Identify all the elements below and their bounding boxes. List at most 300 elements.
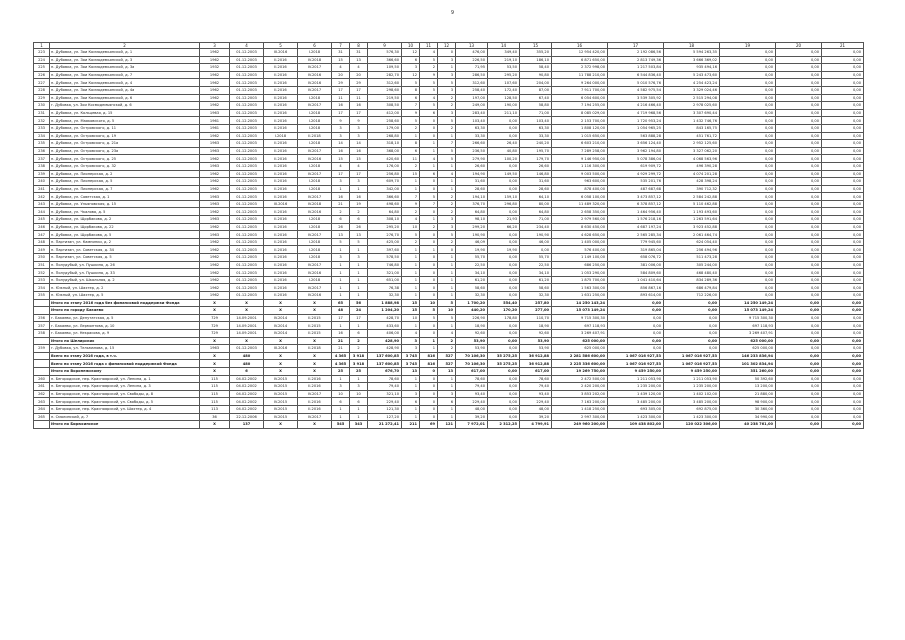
table-cell: 686 479,84 [664, 284, 720, 292]
table-cell: 0,00 [664, 314, 720, 322]
table-cell: 498,60 [368, 200, 402, 208]
table-cell: 0,00 [822, 94, 864, 102]
table-cell: 6 [350, 329, 368, 337]
table-cell: 01.12.2003 [230, 185, 264, 193]
table-cell: 2 [402, 124, 420, 132]
table-cell: 26 [332, 223, 350, 231]
table-cell: 1 235 200,00 [608, 383, 664, 391]
table-cell: 1962 [200, 79, 230, 87]
table-cell: IV.2017 [298, 413, 332, 421]
table-cell: X [264, 307, 298, 315]
address-cell: Всего по этапу 2016 года с финансовой поддержкой Фонда [50, 360, 200, 368]
address-cell: п. Дубовка, ул. Щорбакова, д. 22 [50, 223, 200, 231]
table-row [34, 79, 864, 87]
table-cell: 22,50 [520, 261, 552, 269]
table-cell: IV.2017 [298, 390, 332, 398]
table-cell: 0,00 [822, 284, 864, 292]
table-cell: 100,20 [488, 155, 520, 163]
table-cell: 01.12.2003 [230, 246, 264, 254]
table-cell: 843 165,75 [664, 124, 720, 132]
table-cell: 0,00 [664, 307, 720, 315]
table-cell: 3 485 200,00 [608, 398, 664, 406]
table-row [34, 421, 864, 429]
table-cell: 6 [438, 398, 456, 406]
address-cell: г. Дубовка, ул. Тельманова, д. 15 [50, 345, 200, 353]
table-cell: IV.2017 [298, 193, 332, 201]
table-cell: IV.2014 [264, 322, 298, 330]
table-cell: 697 118,93 [720, 322, 776, 330]
table-cell: IV.2016 [298, 71, 332, 79]
table-cell: 366,60 [368, 56, 402, 64]
table-cell: 295,20 [368, 223, 402, 231]
table-row [34, 299, 864, 307]
table-cell: 21 [332, 345, 350, 353]
table-cell: 32,30 [456, 292, 488, 300]
table-cell: 0,00 [776, 162, 822, 170]
table-cell: 204,00 [520, 79, 552, 87]
table-cell: 63,30 [520, 124, 552, 132]
table-cell: X [298, 307, 332, 315]
table-cell: 480 [230, 360, 264, 368]
table-cell: 1 [332, 185, 350, 193]
table-cell: 0,00 [608, 299, 664, 307]
table-cell: 5 010 576,76 [608, 79, 664, 87]
table-cell: II.2016 [264, 79, 298, 87]
table-cell: 260 [34, 375, 50, 383]
table-cell: 01.12.2003 [230, 238, 264, 246]
table-cell: 1 576 218,16 [608, 216, 664, 224]
table-cell: 98 900,00 [720, 398, 776, 406]
table-cell: 0 [420, 261, 438, 269]
table-cell: 26,60 [456, 162, 488, 170]
table-cell: 3 666 369,02 [664, 56, 720, 64]
column-number-cell: 9 [368, 43, 402, 49]
table-cell: 0,00 [488, 292, 520, 300]
table-cell: 3 [332, 383, 350, 391]
table-cell: 0,00 [776, 208, 822, 216]
table-cell: 1 217 503,84 [608, 64, 664, 72]
table-cell: X [298, 352, 332, 360]
table-cell: 1 015 650,00 [552, 132, 608, 140]
table-cell: 428,90 [368, 337, 402, 345]
table-cell: X [200, 367, 230, 375]
table-cell: 1 [420, 162, 438, 170]
table-cell: 5 [438, 117, 456, 125]
table-row [34, 238, 864, 246]
table-cell: 0,00 [720, 140, 776, 148]
table-cell: 137 600,85 [368, 360, 402, 368]
table-cell: 0,00 [664, 345, 720, 353]
table-cell: 21,93 [488, 216, 520, 224]
table-cell: 113 [200, 405, 230, 413]
table-cell: 172,40 [488, 86, 520, 94]
table-cell: 0,00 [776, 254, 822, 262]
table-cell: 137 600,85 [368, 352, 402, 360]
table-cell: 2 472 500,00 [552, 375, 608, 383]
table-cell: 0,00 [776, 200, 822, 208]
table-cell: 0,00 [720, 246, 776, 254]
table-cell: 342,00 [368, 185, 402, 193]
table-cell: 617,00 [456, 367, 488, 375]
address-cell: п. Партизан, ул. Камнинки, д. 2 [50, 238, 200, 246]
table-cell: 1 [402, 405, 420, 413]
table-row [34, 261, 864, 269]
table-cell: II.2016 [264, 117, 298, 125]
table-cell: 9 [402, 109, 420, 117]
table-cell: 0,00 [720, 193, 776, 201]
table-cell: 0 [420, 254, 438, 262]
address-cell: п. Дубовка, ул. Островского, д. 32 [50, 162, 200, 170]
table-cell: 0,00 [822, 352, 864, 360]
table-cell: 228 [34, 86, 50, 94]
table-cell: X [200, 352, 230, 360]
table-cell: 8 085 029,00 [552, 109, 608, 117]
table-cell: 1 [438, 322, 456, 330]
table-cell: IV.2016 [298, 155, 332, 163]
address-cell: Итого по Воронежскому [50, 367, 200, 375]
table-cell: 7 972,01 [456, 421, 488, 429]
table-cell: X [264, 360, 298, 368]
table-row [34, 170, 864, 178]
table-cell: 146 233 836,94 [720, 352, 776, 360]
table-cell: 3 485 200,00 [664, 398, 720, 406]
table-cell: 17 [350, 86, 368, 94]
table-cell: 16 [350, 193, 368, 201]
table-row [34, 345, 864, 353]
table-cell: 3 [350, 132, 368, 140]
table-cell: 2 225 336 600,00 [552, 360, 608, 368]
table-cell: 63,30 [456, 124, 488, 132]
table-cell: 194,10 [456, 193, 488, 201]
table-cell: 1932 [200, 64, 230, 72]
table-cell: 254 [34, 284, 50, 292]
table-cell: X [264, 421, 298, 429]
table-cell: 0 [420, 390, 438, 398]
table-cell: 2 813 749,36 [608, 56, 664, 64]
table-cell: 0,00 [488, 124, 520, 132]
table-cell: 238 [34, 162, 50, 170]
table-cell: 58,40 [520, 64, 552, 72]
table-cell: 01.12.2003 [230, 140, 264, 148]
table-cell: 1 [438, 64, 456, 72]
table-cell: 01.12.2003 [230, 79, 264, 87]
table-cell: 93,40 [456, 390, 488, 398]
table-cell: 4 582 975,54 [608, 86, 664, 94]
table-cell: 64,10 [520, 193, 552, 201]
table-row [34, 124, 864, 132]
table-cell: 65 [332, 299, 350, 307]
table-cell: 01.12.2003 [230, 124, 264, 132]
table-cell: 1962 [200, 71, 230, 79]
table-cell: 8 630 450,00 [552, 223, 608, 231]
table-cell: 2 281 586 600,00 [552, 352, 608, 360]
table-cell: 1 [350, 413, 368, 421]
table-cell: 0,00 [776, 49, 822, 57]
table-cell: 1 720 953,24 [608, 117, 664, 125]
address-cell: п. Полудубый, ул. Школьная, д. 2 [50, 276, 200, 284]
table-cell: 17 [350, 170, 368, 178]
table-cell: 1962 [200, 132, 230, 140]
table-cell: 1962 [200, 292, 230, 300]
table-cell: 13 [350, 231, 368, 239]
column-number-cell: 20 [776, 43, 822, 49]
table-cell: II.2016 [264, 231, 298, 239]
table-cell: 98,10 [456, 216, 488, 224]
table-cell: 1 [350, 261, 368, 269]
table-cell: 0,00 [822, 413, 864, 421]
table-cell: 381 006,00 [608, 261, 664, 269]
table-cell: 0,00 [720, 64, 776, 72]
table-cell: 0,00 [776, 322, 822, 330]
address-cell: г. Бакаево, ул. Некрасова, д. 9 [50, 329, 200, 337]
table-cell: 0 [420, 292, 438, 300]
table-cell: 295,20 [488, 71, 520, 79]
table-cell: 1 [402, 261, 420, 269]
table-cell: 264 [34, 405, 50, 413]
table-cell: 2 515 294,08 [664, 94, 720, 102]
table-cell: 01.12.2003 [230, 49, 264, 57]
table-cell: IV.2015 [264, 398, 298, 406]
table-cell: 0,00 [822, 390, 864, 398]
table-cell: 0,00 [488, 162, 520, 170]
table-cell: 1 149 100,00 [552, 254, 608, 262]
table-cell: 1 041 410,64 [608, 276, 664, 284]
table-cell: 234,40 [520, 223, 552, 231]
table-row [34, 405, 864, 413]
table-cell: 10 [438, 307, 456, 315]
table-cell: 0,00 [822, 155, 864, 163]
table-cell: 64,80 [368, 208, 402, 216]
table-cell: 2 565 285,34 [608, 231, 664, 239]
table-cell: X [200, 299, 230, 307]
table-cell: 245 [34, 216, 50, 224]
table-cell: 36 912,88 [520, 360, 552, 368]
table-cell: 8 [402, 86, 420, 94]
table-cell: 3 [350, 254, 368, 262]
table-cell: 1 [332, 405, 350, 413]
table-cell: 5 [438, 299, 456, 307]
table-cell: 308,10 [368, 216, 402, 224]
table-cell: 01.12.2003 [230, 216, 264, 224]
table-cell: 1 [332, 322, 350, 330]
table-cell: 746,80 [368, 261, 402, 269]
address-cell: п. Дубовка, ул. Островского, д. 19 [50, 132, 200, 140]
table-cell: 0,00 [488, 185, 520, 193]
table-cell: 0,00 [822, 246, 864, 254]
table-cell: 251 [34, 261, 50, 269]
table-cell: 1 [420, 216, 438, 224]
table-cell: 366,60 [368, 193, 402, 201]
table-cell: II.2016 [264, 155, 298, 163]
table-cell: 219,10 [488, 56, 520, 64]
table-cell: 0 [420, 124, 438, 132]
table-cell: 277,00 [520, 307, 552, 315]
column-number-cell: 2 [50, 43, 200, 49]
table-cell: 9 459 250,00 [664, 367, 720, 375]
table-cell: 229,40 [456, 398, 488, 406]
table-cell: 779 945,60 [608, 238, 664, 246]
table-cell: II.2016 [264, 185, 298, 193]
table-cell: 261 [34, 383, 50, 391]
table-cell: 78,60 [520, 375, 552, 383]
table-cell: 856 867,16 [608, 284, 664, 292]
table-cell: 70 106,30 [456, 352, 488, 360]
table-row [34, 162, 864, 170]
table-cell: 676,70 [368, 367, 402, 375]
table-cell: 5 [420, 307, 438, 315]
table-cell: 1 211 053,90 [608, 375, 664, 383]
table-cell: 3 [438, 109, 456, 117]
table-cell: II.2016 [298, 398, 332, 406]
table-cell: 1 [438, 254, 456, 262]
table-cell: 78,60 [456, 375, 488, 383]
table-cell: 321,10 [368, 390, 402, 398]
table-cell: 40 238 761,00 [720, 421, 776, 429]
table-cell: 64,80 [456, 208, 488, 216]
table-cell: 1 [402, 413, 420, 421]
table-cell: 53,90 [456, 345, 488, 353]
table-cell: 01.12.2003 [230, 155, 264, 163]
table-cell: 1 [438, 261, 456, 269]
table-cell: 619 909,72 [608, 162, 664, 170]
table-cell: 232 [34, 117, 50, 125]
table-cell: I.2018 [264, 132, 298, 140]
table-cell: 7 [420, 200, 438, 208]
table-cell: 8 [402, 140, 420, 148]
table-cell: 28,60 [520, 185, 552, 193]
table-cell: 227 [34, 79, 50, 87]
table-cell: 3 269 407,91 [720, 329, 776, 337]
table-cell: 0,00 [720, 56, 776, 64]
table-row [34, 307, 864, 315]
table-cell: 1963 [200, 140, 230, 148]
table-cell: 343 [350, 421, 368, 429]
table-cell: 428 398,24 [664, 178, 720, 186]
table-cell: 01.12.2003 [230, 102, 264, 110]
table-cell: II.2016 [298, 383, 332, 391]
table-cell: 1 [438, 405, 456, 413]
table-cell: 0,00 [664, 299, 720, 307]
table-cell: 233 [34, 124, 50, 132]
table-cell: 263 [34, 398, 50, 406]
table-cell: 58,60 [456, 284, 488, 292]
table-cell: 2 153 700,00 [552, 117, 608, 125]
table-cell: 3 473 857,12 [608, 193, 664, 201]
table-cell: 0,00 [822, 292, 864, 300]
table-row [34, 223, 864, 231]
table-cell [34, 367, 50, 375]
table-cell: 1962 [200, 246, 230, 254]
table-cell: 236,50 [456, 147, 488, 155]
table-cell: 2 [438, 200, 456, 208]
table-cell: 1 [420, 337, 438, 345]
table-cell: II.2016 [298, 405, 332, 413]
column-number-cell: 3 [200, 43, 230, 49]
table-cell: 0,00 [720, 223, 776, 231]
table-cell: 1962 [200, 86, 230, 94]
table-cell: 103,40 [520, 117, 552, 125]
table-cell: 1 [350, 246, 368, 254]
table-cell: 351 260,00 [720, 367, 776, 375]
table-cell: 3 [332, 254, 350, 262]
table-cell: 0,00 [488, 261, 520, 269]
table-cell: 01.12.2003 [230, 117, 264, 125]
address-cell: Итого по Бирюсинское [50, 421, 200, 429]
table-cell: 1963 [200, 200, 230, 208]
table-cell: 0,00 [608, 329, 664, 337]
table-cell: 9 003 500,00 [552, 170, 608, 178]
table-row [34, 413, 864, 421]
table-cell: 0,00 [776, 261, 822, 269]
table-row [34, 375, 864, 383]
table-row [34, 86, 864, 94]
table-row [34, 329, 864, 337]
address-cell: п. Дубовка, ул. Пионерская, д. 7 [50, 185, 200, 193]
table-cell: IV.2016 [298, 269, 332, 277]
address-cell: п. Полудубый, ул. Пушкина, д. 33 [50, 269, 200, 277]
table-cell: 1 875 700,00 [552, 276, 608, 284]
table-cell: X [200, 337, 230, 345]
table-cell: 01.12.2003 [230, 109, 264, 117]
table-cell: 2 [438, 94, 456, 102]
table-cell: 0,00 [776, 64, 822, 72]
table-cell: 14 [350, 140, 368, 148]
table-cell: 1 [402, 269, 420, 277]
table-cell: 01.12.2003 [230, 345, 264, 353]
table-cell: I.2018 [298, 178, 332, 186]
table-cell: 4 [420, 155, 438, 163]
table-cell: 101 302 834,94 [720, 360, 776, 368]
table-cell: 2 [438, 102, 456, 110]
table-cell: 13 200,00 [720, 383, 776, 391]
table-cell: 0,00 [488, 367, 520, 375]
table-cell: II.2016 [264, 223, 298, 231]
table-row [34, 216, 864, 224]
table-cell: 3 923 452,88 [664, 223, 720, 231]
address-cell: п. Дубовка, ул. Маяковского, д. 5 [50, 117, 200, 125]
table-cell: 6 058 100,00 [552, 193, 608, 201]
table-cell: 128,50 [488, 94, 520, 102]
table-cell: 0,00 [488, 178, 520, 186]
table-cell: 255 [34, 292, 50, 300]
table-cell [34, 360, 50, 368]
table-cell: 19 [350, 200, 368, 208]
table-cell: IV.2014 [264, 314, 298, 322]
table-cell: 0,00 [776, 337, 822, 345]
table-cell: 0,00 [776, 314, 822, 322]
column-number-cell: 13 [456, 43, 488, 49]
table-cell: 2 584 242,88 [664, 193, 720, 201]
table-cell: 0,00 [776, 367, 822, 375]
table-cell: 5 [332, 238, 350, 246]
table-cell: 0,00 [822, 375, 864, 383]
table-cell: 1 [332, 246, 350, 254]
table-cell: 0,00 [720, 117, 776, 125]
table-cell: 127,20 [368, 413, 402, 421]
table-cell: IV.2017 [298, 231, 332, 239]
table-cell: 6 [230, 367, 264, 375]
table-cell: 90,80 [520, 71, 552, 79]
table-cell: 3 [332, 124, 350, 132]
table-cell: 2 [438, 208, 456, 216]
table-cell: 0,00 [488, 208, 520, 216]
table-cell: 487 687,68 [608, 185, 664, 193]
table-cell: 527 [438, 360, 456, 368]
table-cell: 2 997 300,00 [552, 413, 608, 421]
table-cell: 1963 [200, 193, 230, 201]
table-cell: 0,00 [720, 147, 776, 155]
table-cell: 15 [402, 170, 420, 178]
